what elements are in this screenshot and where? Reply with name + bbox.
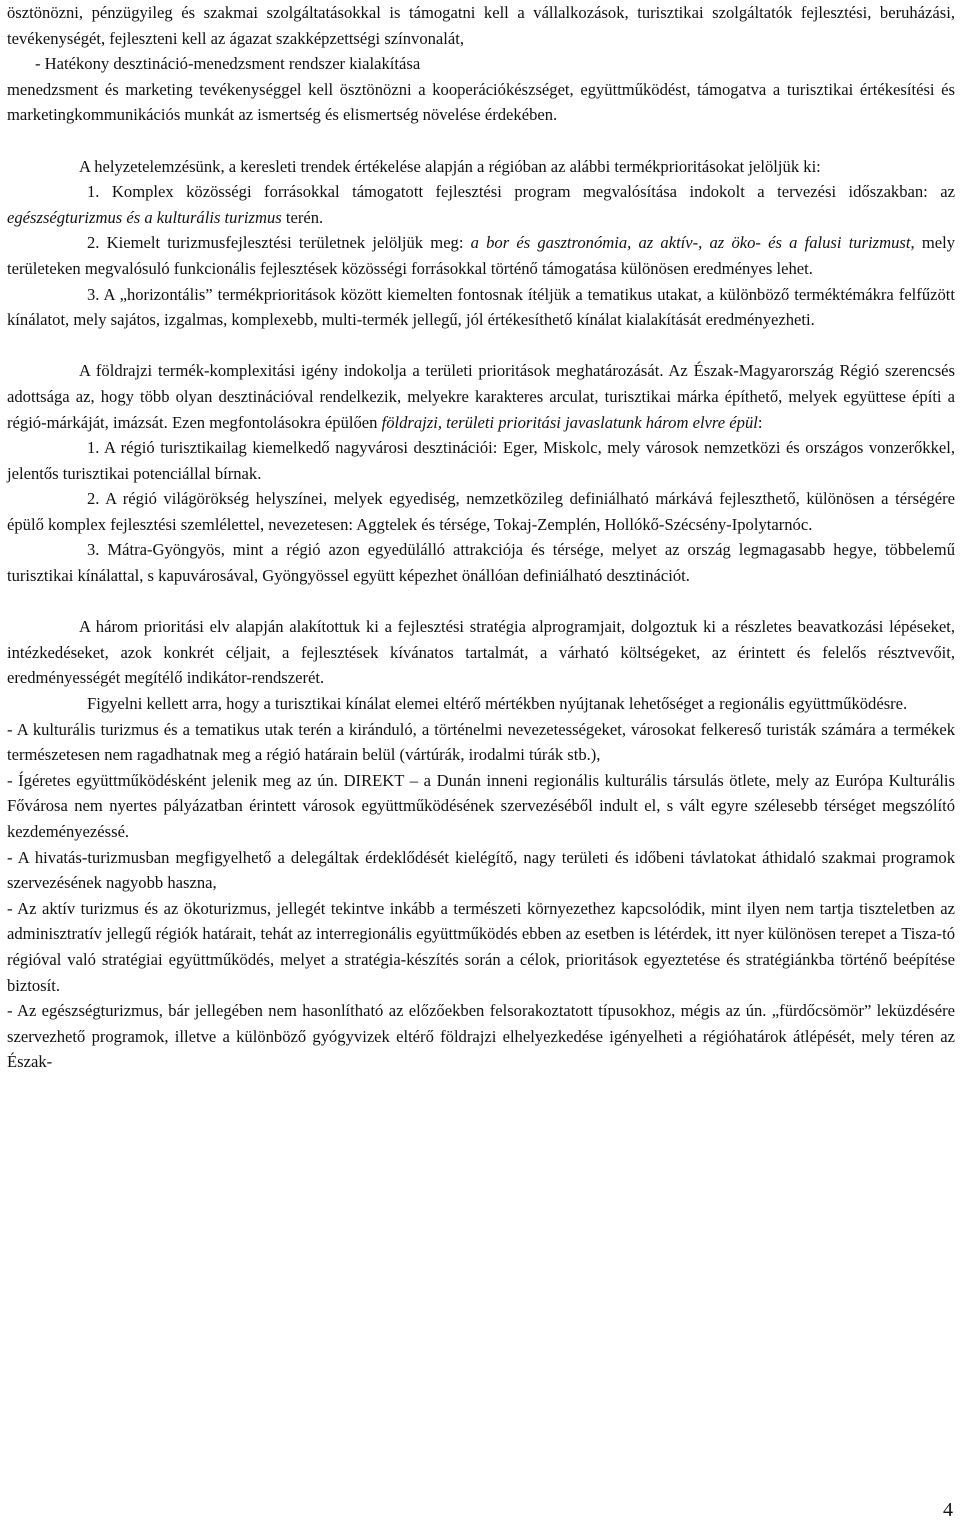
emphasis: földrajzi, területi prioritási javaslatunk három elvre épül [381, 412, 758, 432]
bullet-item [7, 845, 955, 896]
paragraph [7, 358, 955, 435]
bullet-text: - Ígéretes együttműködésként jelenik meg az ún. DIREKT – a Dunán inneni regionális kulturális társulás ötlete, mely az Európa Kulturális Fővárosa nem nyertes pályázatban érintett városok együttműködésének szervezéséből indult el, s vált egyre szélesebb térséget megszólító kezdeményezéssé. [7, 770, 955, 841]
document-page [7, 0, 955, 1075]
numbered-item [7, 179, 955, 230]
paragraph [7, 77, 955, 128]
bullet-text: - Az egészségturizmus, bár jellegében nem hasonlítható az előzőekben felsorakoztatott típusokhoz, mégis az ún. „fürdőcsömör” leküzdésére szervezhető programok, illetve a különböző gyógyvizek eltérő földrajzi elhelyezkedése igényelheti a régióhatárok átlépését, mely téren az Észak- [7, 1001, 955, 1072]
item-text: 1. Komplex közösségi forrásokkal támogatott fejlesztési program megvalósítása indokolt a tervezési időszakban: az [87, 182, 955, 202]
paragraph-text: A három prioritási elv alapján alakítottuk ki a fejlesztési stratégia alprogramjait, dolgoztuk ki a részletes beavatkozási lépéseket, intézkedéseket, azok konkrét céljait, a fejlesztések kívánatos tartalmát, a várható költségeket, az érintett és felelős résztvevőit, eredményességét megítélő indikátor-rendszerét. [7, 617, 955, 688]
item-text: , mely területeken megvalósuló funkcionális fejlesztések közösségi forrásokkal történő támogatása különösen eredményes lehet. [7, 233, 955, 278]
numbered-item [7, 486, 955, 537]
item-text: 2. Kiemelt turizmusfejlesztési területnek jelöljük meg: [87, 233, 471, 253]
paragraph [7, 614, 955, 691]
paragraph-text: A helyzetelemzésünk, a keresleti trendek értékelése alapján a régióban az alábbi termékprioritásokat jelöljük ki: [79, 156, 821, 176]
paragraph-text: Figyelni kellett arra, hogy a turisztikai kínálat elemei eltérő mértékben nyújtanak lehetőséget a regionális együttműködésre. [87, 694, 908, 714]
item-text: 2. A régió világörökség helyszínei, melyek egyediség, nemzetközileg definiálható márkává fejleszthető, különösen a térségére épülő komplex fejlesztési szemlélettel, nevezetesen: Aggtelek és térsége, Tokaj-Zemplén, Hollókő-Szécsény-Ipolytarnóc. [7, 489, 955, 534]
page-number: 4 [943, 1499, 953, 1521]
item-text: 1. A régió turisztikailag kiemelkedő nagyvárosi desztinációi: Eger, Miskolc, mely városok nemzetközi és országos vonzerőkkel, jelentős turisztikai potenciállal bírnak. [7, 438, 955, 483]
emphasis: egészségturizmus és a kulturális turizmus [7, 207, 282, 227]
paragraph-text: : [757, 412, 763, 432]
numbered-item [7, 537, 955, 588]
paragraph [7, 691, 955, 717]
spacer [7, 333, 955, 359]
numbered-item [7, 230, 955, 281]
bullet-text: - Az aktív turizmus és az ökoturizmus, jellegét tekintve inkább a természeti környezethez kapcsolódik, mint ilyen nem tartja tiszteletben az adminisztratív jellegű régiók határait, tehát az interregionális együttműködés ebben az esetben is létérdek, itt nyer különösen terepet a Tisza-tó régióval való stratégiai együttműködés, melyet a stratégia-készítés során a célok, prioritások egyeztetése és stratégiánkba történő beépítése biztosít. [7, 898, 955, 995]
item-text: 3. Mátra-Gyöngyös, mint a régió azon egyedülálló attrakciója és térsége, melyet az ország legmagasabb hegye, többelemű turisztikai kínálattal, s kapuvárosával, Gyöngyössel együtt képezhet önállóan definiálható desztinációt. [7, 540, 955, 586]
bullet-item [7, 896, 955, 998]
paragraph-text: ösztönözni, pénzügyileg és szakmai szolgáltatásokkal is támogatni kell a vállalkozások, turisztikai szolgáltatók fejlesztési, beruházási, tevékenységét, fejleszteni kell az ágazat szakképzettségi színvonalát, [7, 3, 955, 48]
bullet-text: - A kulturális turizmus és a tematikus utak terén a kiránduló, a történelmi nevezetességeket, városokat felkereső turisták számára a termékek természetesen nem ragadhatnak meg a régió határain belül (vártúrák, irodalmi túrák stb.), [7, 719, 955, 765]
spacer [7, 128, 955, 154]
numbered-item [7, 435, 955, 486]
paragraph [7, 0, 955, 51]
paragraph-text: menedzsment és marketing tevékenységgel kell ösztönözni a kooperációkészséget, együttműködést, támogatva a turisztikai értékesítési és marketingkommunikációs munkát az ismertség és elismertség növelése érdekében. [7, 79, 955, 125]
subheading-text: - Hatékony desztináció-menedzsment rendszer kialakítása [35, 54, 421, 74]
bullet-item [7, 717, 955, 768]
item-text: terén. [281, 207, 324, 227]
subheading [7, 51, 955, 77]
emphasis: a bor és gasztronómia, az aktív-, az öko- és a falusi turizmust [470, 233, 911, 253]
paragraph [7, 154, 955, 180]
numbered-item [7, 282, 955, 333]
paragraph-text: A földrajzi termék-komplexitási igény indokolja a területi prioritások meghatározását. Az Észak-Magyarország Régió szerencsés adottsága az, hogy több olyan desztinációval rendelkezik, melyekre karakteres arculat, turisztikai márka építhető, melyek együttese építi a régió-márkáját, imázsát. Ezen megfontolásokra épülően [7, 361, 955, 432]
bullet-text: - A hivatás-turizmusban megfigyelhető a delegáltak érdeklődését kielégítő, nagy területi és időbeni távlatokat áthidaló szakmai programok szervezésének nagyobb haszna, [7, 847, 955, 893]
item-text: 3. A „horizontális” termékprioritások között kiemelten fontosnak ítéljük a tematikus utakat, a különböző terméktémákra felfűzött kínálatot, mely sajátos, izgalmas, komplexebb, multi-termék jellegű, jól értékesíthető kínálat kialakítását eredményezheti. [7, 284, 955, 330]
bullet-item [7, 768, 955, 845]
bullet-item [7, 998, 955, 1075]
spacer [7, 589, 955, 615]
